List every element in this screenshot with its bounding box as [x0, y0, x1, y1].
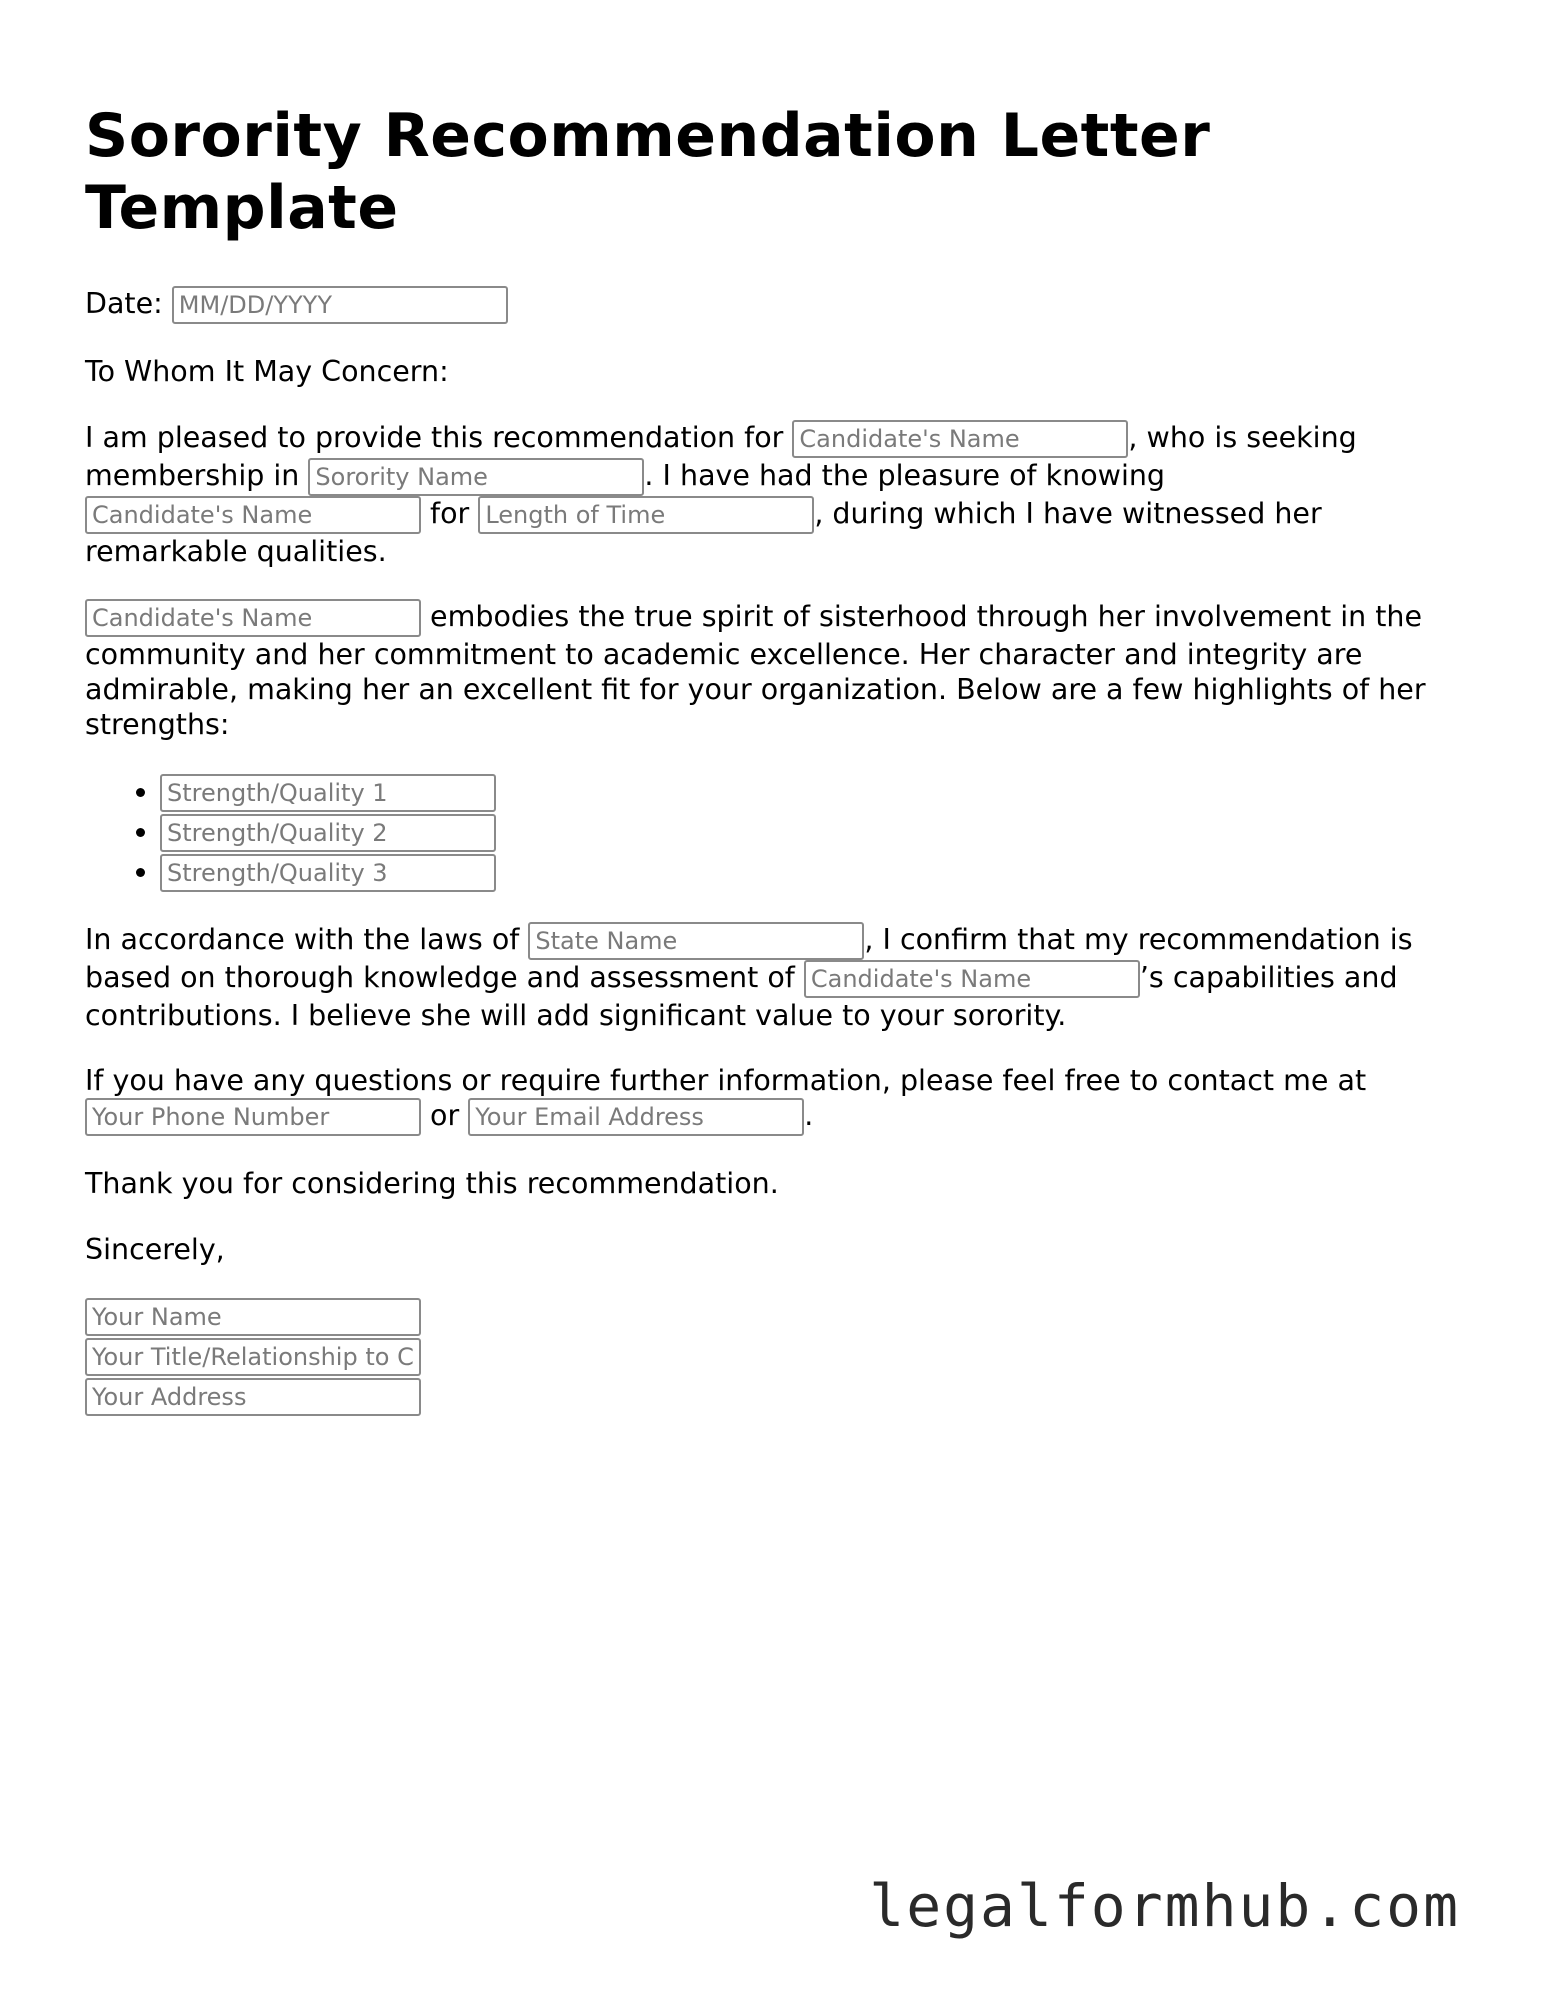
confirm-text-1: In accordance with the laws of [85, 923, 529, 956]
thanks-line: Thank you for considering this recommendation. [85, 1167, 779, 1200]
intro-text-5: , during which I have witnessed her remarkable qualities. [85, 497, 1322, 568]
confirmation-paragraph [85, 922, 1460, 1033]
length-of-time-input[interactable] [478, 496, 814, 534]
candidate-name-input-2[interactable] [85, 496, 421, 534]
date-input[interactable] [172, 286, 508, 324]
your-name-input[interactable] [85, 1298, 421, 1336]
phone-input[interactable] [85, 1098, 421, 1136]
list-item [160, 772, 1460, 812]
letter-page [85, 100, 1460, 1418]
strength-3-input[interactable] [160, 854, 496, 892]
salutation: To Whom It May Concern: [85, 355, 449, 388]
intro-text-3: . I have had the pleasure of knowing [644, 459, 1166, 492]
character-text: embodies the true spirit of sisterhood through her involvement in the community and her commitment to academic excellence. Her character and integrity are admirable, making her an excellent fit for your organization. Below are a few highlights of her strengths: [85, 600, 1426, 741]
intro-text-2: , who is seeking membership in [85, 421, 1357, 492]
page-title: Sorority Recommendation Letter Template [85, 101, 1211, 243]
state-name-input[interactable] [528, 922, 864, 960]
signature-block [85, 1298, 1460, 1416]
list-item [160, 812, 1460, 852]
list-item [160, 852, 1460, 892]
intro-text-4: for [421, 497, 479, 530]
strengths-list [85, 772, 1460, 892]
candidate-name-input-4[interactable] [804, 960, 1140, 998]
intro-text-1: I am pleased to provide this recommendation for [85, 421, 793, 454]
contact-paragraph [85, 1063, 1460, 1136]
contact-text-1: If you have any questions or require further information, please feel free to contact me at [85, 1064, 1367, 1097]
intro-paragraph [85, 420, 1460, 569]
sorority-name-input[interactable] [308, 458, 644, 496]
confirm-text-3: ’s capabilities and contributions. I believe she will add significant value to your sorority. [85, 961, 1398, 1032]
confirm-text-2: , I confirm that my recommendation is based on thorough knowledge and assessment of [85, 923, 1413, 994]
contact-text-3: . [804, 1099, 814, 1132]
closing-line: Sincerely, [85, 1233, 225, 1266]
date-label: Date: [85, 287, 163, 320]
candidate-name-input-3[interactable] [85, 599, 421, 637]
your-address-input[interactable] [85, 1378, 421, 1416]
email-input[interactable] [468, 1098, 804, 1136]
strength-2-input[interactable] [160, 814, 496, 852]
strength-1-input[interactable] [160, 774, 496, 812]
contact-text-2: or [421, 1099, 469, 1132]
date-line [85, 286, 1460, 324]
your-title-input[interactable] [85, 1338, 421, 1376]
candidate-name-input[interactable] [792, 420, 1128, 458]
character-paragraph [85, 599, 1460, 742]
watermark: legalformhub.com [869, 1872, 1460, 1940]
